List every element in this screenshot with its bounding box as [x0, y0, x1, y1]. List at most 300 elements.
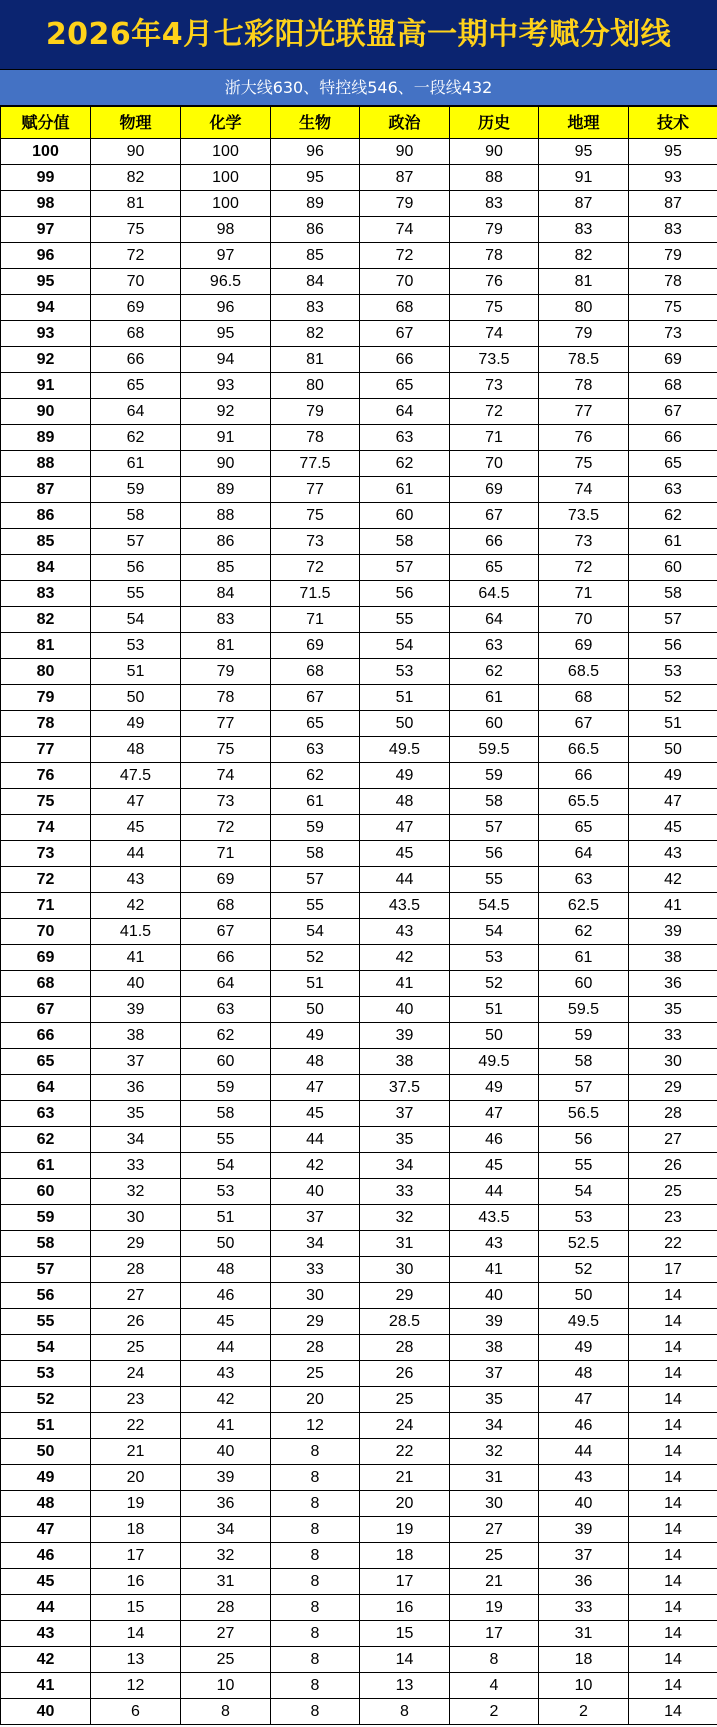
- raw-score-cell: 63: [629, 477, 717, 503]
- raw-score-cell: 32: [91, 1179, 181, 1205]
- raw-score-cell: 14: [629, 1283, 717, 1309]
- raw-score-cell: 44: [181, 1335, 271, 1361]
- score-value-cell: 60: [1, 1179, 91, 1205]
- raw-score-cell: 22: [91, 1413, 181, 1439]
- raw-score-cell: 51: [271, 971, 360, 997]
- raw-score-cell: 66: [539, 763, 629, 789]
- raw-score-cell: 88: [181, 503, 271, 529]
- raw-score-cell: 55: [181, 1127, 271, 1153]
- raw-score-cell: 38: [360, 1049, 450, 1075]
- raw-score-cell: 84: [181, 581, 271, 607]
- raw-score-cell: 37: [450, 1361, 539, 1387]
- table-row: [1, 295, 717, 321]
- raw-score-cell: 56.5: [539, 1101, 629, 1127]
- raw-score-cell: 76: [450, 269, 539, 295]
- raw-score-cell: 42: [91, 893, 181, 919]
- raw-score-cell: 8: [360, 1699, 450, 1725]
- score-value-cell: 43: [1, 1621, 91, 1647]
- raw-score-cell: 56: [450, 841, 539, 867]
- score-value-cell: 70: [1, 919, 91, 945]
- raw-score-cell: 30: [450, 1491, 539, 1517]
- raw-score-cell: 49: [450, 1075, 539, 1101]
- table-row: [1, 217, 717, 243]
- raw-score-cell: 47: [629, 789, 717, 815]
- score-value-cell: 100: [1, 139, 91, 165]
- score-value-cell: 73: [1, 841, 91, 867]
- raw-score-cell: 20: [271, 1387, 360, 1413]
- raw-score-cell: 38: [629, 945, 717, 971]
- raw-score-cell: 100: [181, 191, 271, 217]
- raw-score-cell: 14: [629, 1543, 717, 1569]
- raw-score-cell: 13: [360, 1673, 450, 1699]
- raw-score-cell: 79: [629, 243, 717, 269]
- raw-score-cell: 69: [91, 295, 181, 321]
- raw-score-cell: 45: [450, 1153, 539, 1179]
- raw-score-cell: 66: [360, 347, 450, 373]
- raw-score-cell: 44: [450, 1179, 539, 1205]
- raw-score-cell: 45: [360, 841, 450, 867]
- raw-score-cell: 14: [629, 1595, 717, 1621]
- raw-score-cell: 65: [629, 451, 717, 477]
- raw-score-cell: 6: [91, 1699, 181, 1725]
- raw-score-cell: 24: [91, 1361, 181, 1387]
- score-value-cell: 71: [1, 893, 91, 919]
- raw-score-cell: 75: [450, 295, 539, 321]
- raw-score-cell: 58: [450, 789, 539, 815]
- raw-score-cell: 75: [271, 503, 360, 529]
- score-value-cell: 93: [1, 321, 91, 347]
- raw-score-cell: 73: [629, 321, 717, 347]
- raw-score-cell: 29: [271, 1309, 360, 1335]
- raw-score-cell: 59: [181, 1075, 271, 1101]
- table-row: [1, 477, 717, 503]
- raw-score-cell: 64: [91, 399, 181, 425]
- raw-score-cell: 59.5: [539, 997, 629, 1023]
- table-body: [1, 139, 717, 1725]
- table-row: [1, 711, 717, 737]
- raw-score-cell: 39: [360, 1023, 450, 1049]
- raw-score-cell: 8: [181, 1699, 271, 1725]
- raw-score-cell: 74: [450, 321, 539, 347]
- score-value-cell: 80: [1, 659, 91, 685]
- raw-score-cell: 77: [181, 711, 271, 737]
- raw-score-cell: 95: [271, 165, 360, 191]
- raw-score-cell: 19: [91, 1491, 181, 1517]
- table-row: [1, 763, 717, 789]
- raw-score-cell: 83: [181, 607, 271, 633]
- raw-score-cell: 78.5: [539, 347, 629, 373]
- raw-score-cell: 75: [181, 737, 271, 763]
- score-value-cell: 86: [1, 503, 91, 529]
- raw-score-cell: 68.5: [539, 659, 629, 685]
- raw-score-cell: 63: [360, 425, 450, 451]
- raw-score-cell: 50: [360, 711, 450, 737]
- raw-score-cell: 52: [539, 1257, 629, 1283]
- raw-score-cell: 96.5: [181, 269, 271, 295]
- raw-score-cell: 95: [629, 139, 717, 165]
- raw-score-cell: 83: [271, 295, 360, 321]
- raw-score-cell: 54: [91, 607, 181, 633]
- raw-score-cell: 61: [271, 789, 360, 815]
- raw-score-cell: 18: [539, 1647, 629, 1673]
- raw-score-cell: 64: [539, 841, 629, 867]
- raw-score-cell: 60: [450, 711, 539, 737]
- raw-score-cell: 53: [360, 659, 450, 685]
- raw-score-cell: 95: [539, 139, 629, 165]
- raw-score-cell: 36: [539, 1569, 629, 1595]
- table-row: [1, 191, 717, 217]
- raw-score-cell: 61: [360, 477, 450, 503]
- raw-score-cell: 82: [91, 165, 181, 191]
- raw-score-cell: 53: [450, 945, 539, 971]
- score-value-cell: 47: [1, 1517, 91, 1543]
- raw-score-cell: 19: [450, 1595, 539, 1621]
- raw-score-cell: 15: [360, 1621, 450, 1647]
- raw-score-cell: 49: [629, 763, 717, 789]
- table-row: [1, 373, 717, 399]
- table-row: [1, 1491, 717, 1517]
- raw-score-cell: 43: [360, 919, 450, 945]
- table-row: [1, 633, 717, 659]
- score-value-cell: 56: [1, 1283, 91, 1309]
- score-value-cell: 87: [1, 477, 91, 503]
- raw-score-cell: 47.5: [91, 763, 181, 789]
- raw-score-cell: 14: [629, 1361, 717, 1387]
- raw-score-cell: 14: [91, 1621, 181, 1647]
- raw-score-cell: 58: [539, 1049, 629, 1075]
- table-row: [1, 347, 717, 373]
- raw-score-cell: 77: [271, 477, 360, 503]
- raw-score-cell: 21: [450, 1569, 539, 1595]
- table-row: [1, 1413, 717, 1439]
- score-value-cell: 44: [1, 1595, 91, 1621]
- raw-score-cell: 74: [539, 477, 629, 503]
- raw-score-cell: 60: [360, 503, 450, 529]
- raw-score-cell: 73: [450, 373, 539, 399]
- raw-score-cell: 62: [539, 919, 629, 945]
- raw-score-cell: 28: [181, 1595, 271, 1621]
- raw-score-cell: 51: [181, 1205, 271, 1231]
- raw-score-cell: 69: [539, 633, 629, 659]
- raw-score-cell: 63: [450, 633, 539, 659]
- raw-score-cell: 8: [450, 1647, 539, 1673]
- raw-score-cell: 52: [450, 971, 539, 997]
- raw-score-cell: 40: [360, 997, 450, 1023]
- raw-score-cell: 80: [539, 295, 629, 321]
- table-row: [1, 659, 717, 685]
- raw-score-cell: 14: [629, 1491, 717, 1517]
- raw-score-cell: 81: [271, 347, 360, 373]
- raw-score-cell: 85: [181, 555, 271, 581]
- raw-score-cell: 33: [539, 1595, 629, 1621]
- raw-score-cell: 14: [629, 1465, 717, 1491]
- raw-score-cell: 41: [629, 893, 717, 919]
- raw-score-cell: 33: [629, 1023, 717, 1049]
- raw-score-cell: 72: [91, 243, 181, 269]
- raw-score-cell: 52: [271, 945, 360, 971]
- raw-score-cell: 54: [450, 919, 539, 945]
- raw-score-cell: 8: [271, 1465, 360, 1491]
- raw-score-cell: 67: [271, 685, 360, 711]
- raw-score-cell: 42: [181, 1387, 271, 1413]
- raw-score-cell: 71: [450, 425, 539, 451]
- raw-score-cell: 8: [271, 1517, 360, 1543]
- raw-score-cell: 18: [360, 1543, 450, 1569]
- score-value-cell: 76: [1, 763, 91, 789]
- raw-score-cell: 87: [629, 191, 717, 217]
- raw-score-cell: 25: [360, 1387, 450, 1413]
- raw-score-cell: 31: [360, 1231, 450, 1257]
- raw-score-cell: 73: [539, 529, 629, 555]
- raw-score-cell: 91: [181, 425, 271, 451]
- raw-score-cell: 37: [539, 1543, 629, 1569]
- raw-score-cell: 68: [271, 659, 360, 685]
- raw-score-cell: 61: [91, 451, 181, 477]
- raw-score-cell: 70: [539, 607, 629, 633]
- raw-score-cell: 44: [360, 867, 450, 893]
- raw-score-cell: 79: [450, 217, 539, 243]
- raw-score-cell: 8: [271, 1621, 360, 1647]
- raw-score-cell: 8: [271, 1491, 360, 1517]
- table-row: [1, 1283, 717, 1309]
- raw-score-cell: 59.5: [450, 737, 539, 763]
- raw-score-cell: 67: [360, 321, 450, 347]
- raw-score-cell: 56: [91, 555, 181, 581]
- raw-score-cell: 44: [91, 841, 181, 867]
- score-value-cell: 81: [1, 633, 91, 659]
- raw-score-cell: 14: [629, 1413, 717, 1439]
- raw-score-cell: 75: [629, 295, 717, 321]
- raw-score-cell: 50: [539, 1283, 629, 1309]
- raw-score-cell: 36: [629, 971, 717, 997]
- raw-score-cell: 57: [360, 555, 450, 581]
- table-row: [1, 1205, 717, 1231]
- raw-score-cell: 85: [271, 243, 360, 269]
- raw-score-cell: 77.5: [271, 451, 360, 477]
- raw-score-cell: 47: [450, 1101, 539, 1127]
- raw-score-cell: 83: [629, 217, 717, 243]
- raw-score-cell: 56: [539, 1127, 629, 1153]
- score-value-cell: 42: [1, 1647, 91, 1673]
- raw-score-cell: 57: [539, 1075, 629, 1101]
- raw-score-cell: 20: [91, 1465, 181, 1491]
- table-row: [1, 1517, 717, 1543]
- raw-score-cell: 40: [91, 971, 181, 997]
- raw-score-cell: 41.5: [91, 919, 181, 945]
- raw-score-cell: 35: [450, 1387, 539, 1413]
- table-row: [1, 1179, 717, 1205]
- raw-score-cell: 100: [181, 165, 271, 191]
- raw-score-cell: 71: [181, 841, 271, 867]
- score-value-cell: 84: [1, 555, 91, 581]
- table-row: [1, 1673, 717, 1699]
- score-value-cell: 97: [1, 217, 91, 243]
- raw-score-cell: 51: [91, 659, 181, 685]
- raw-score-cell: 40: [181, 1439, 271, 1465]
- raw-score-cell: 57: [450, 815, 539, 841]
- raw-score-cell: 37: [271, 1205, 360, 1231]
- raw-score-cell: 54: [271, 919, 360, 945]
- raw-score-cell: 49: [539, 1335, 629, 1361]
- raw-score-cell: 69: [271, 633, 360, 659]
- raw-score-cell: 71: [271, 607, 360, 633]
- score-value-cell: 65: [1, 1049, 91, 1075]
- raw-score-cell: 39: [450, 1309, 539, 1335]
- raw-score-cell: 30: [360, 1257, 450, 1283]
- raw-score-cell: 34: [360, 1153, 450, 1179]
- page-title: 2026年4月七彩阳光联盟高一期中考赋分划线: [0, 0, 717, 70]
- raw-score-cell: 72: [360, 243, 450, 269]
- raw-score-cell: 45: [181, 1309, 271, 1335]
- score-value-cell: 75: [1, 789, 91, 815]
- raw-score-cell: 60: [629, 555, 717, 581]
- table-row: [1, 1101, 717, 1127]
- table-row: [1, 1543, 717, 1569]
- table-row: [1, 399, 717, 425]
- score-value-cell: 59: [1, 1205, 91, 1231]
- raw-score-cell: 28: [629, 1101, 717, 1127]
- raw-score-cell: 78: [271, 425, 360, 451]
- score-value-cell: 62: [1, 1127, 91, 1153]
- raw-score-cell: 49: [360, 763, 450, 789]
- raw-score-cell: 25: [91, 1335, 181, 1361]
- raw-score-cell: 59: [91, 477, 181, 503]
- raw-score-cell: 36: [91, 1075, 181, 1101]
- table-row: [1, 503, 717, 529]
- raw-score-cell: 78: [539, 373, 629, 399]
- raw-score-cell: 50: [271, 997, 360, 1023]
- raw-score-cell: 58: [91, 503, 181, 529]
- raw-score-cell: 34: [450, 1413, 539, 1439]
- raw-score-cell: 79: [539, 321, 629, 347]
- raw-score-cell: 96: [181, 295, 271, 321]
- raw-score-cell: 4: [450, 1673, 539, 1699]
- raw-score-cell: 27: [450, 1517, 539, 1543]
- raw-score-cell: 43.5: [450, 1205, 539, 1231]
- raw-score-cell: 62: [91, 425, 181, 451]
- raw-score-cell: 33: [360, 1179, 450, 1205]
- raw-score-cell: 29: [360, 1283, 450, 1309]
- raw-score-cell: 46: [539, 1413, 629, 1439]
- raw-score-cell: 47: [271, 1075, 360, 1101]
- raw-score-cell: 87: [539, 191, 629, 217]
- raw-score-cell: 28: [91, 1257, 181, 1283]
- raw-score-cell: 83: [450, 191, 539, 217]
- table-row: [1, 1465, 717, 1491]
- raw-score-cell: 58: [181, 1101, 271, 1127]
- raw-score-cell: 18: [91, 1517, 181, 1543]
- table-header-row: [1, 107, 717, 139]
- table-row: [1, 451, 717, 477]
- header-chemistry: 化学: [181, 107, 271, 139]
- score-value-cell: 64: [1, 1075, 91, 1101]
- raw-score-cell: 22: [629, 1231, 717, 1257]
- raw-score-cell: 40: [539, 1491, 629, 1517]
- raw-score-cell: 57: [271, 867, 360, 893]
- raw-score-cell: 70: [450, 451, 539, 477]
- raw-score-cell: 61: [629, 529, 717, 555]
- raw-score-cell: 49.5: [360, 737, 450, 763]
- score-value-cell: 53: [1, 1361, 91, 1387]
- raw-score-cell: 39: [629, 919, 717, 945]
- raw-score-cell: 39: [91, 997, 181, 1023]
- raw-score-cell: 8: [271, 1543, 360, 1569]
- raw-score-cell: 14: [360, 1647, 450, 1673]
- raw-score-cell: 90: [360, 139, 450, 165]
- raw-score-cell: 71: [539, 581, 629, 607]
- raw-score-cell: 42: [360, 945, 450, 971]
- score-value-cell: 67: [1, 997, 91, 1023]
- table-row: [1, 1569, 717, 1595]
- raw-score-cell: 17: [629, 1257, 717, 1283]
- raw-score-cell: 25: [271, 1361, 360, 1387]
- raw-score-cell: 79: [181, 659, 271, 685]
- table-row: [1, 789, 717, 815]
- raw-score-cell: 43: [539, 1465, 629, 1491]
- raw-score-cell: 26: [629, 1153, 717, 1179]
- raw-score-cell: 49.5: [539, 1309, 629, 1335]
- raw-score-cell: 41: [181, 1413, 271, 1439]
- raw-score-cell: 8: [271, 1569, 360, 1595]
- raw-score-cell: 66: [91, 347, 181, 373]
- header-history: 历史: [450, 107, 539, 139]
- table-row: [1, 1127, 717, 1153]
- raw-score-cell: 96: [271, 139, 360, 165]
- raw-score-cell: 74: [360, 217, 450, 243]
- raw-score-cell: 66.5: [539, 737, 629, 763]
- raw-score-cell: 71.5: [271, 581, 360, 607]
- raw-score-cell: 47: [91, 789, 181, 815]
- table-row: [1, 1387, 717, 1413]
- table-row: [1, 1335, 717, 1361]
- raw-score-cell: 37: [91, 1049, 181, 1075]
- raw-score-cell: 40: [271, 1179, 360, 1205]
- raw-score-cell: 76: [539, 425, 629, 451]
- raw-score-cell: 79: [360, 191, 450, 217]
- score-value-cell: 50: [1, 1439, 91, 1465]
- raw-score-cell: 40: [450, 1283, 539, 1309]
- raw-score-cell: 59: [450, 763, 539, 789]
- table-row: [1, 867, 717, 893]
- score-value-cell: 74: [1, 815, 91, 841]
- table-row: [1, 581, 717, 607]
- raw-score-cell: 72: [539, 555, 629, 581]
- raw-score-cell: 81: [539, 269, 629, 295]
- raw-score-cell: 48: [181, 1257, 271, 1283]
- raw-score-cell: 28: [360, 1335, 450, 1361]
- raw-score-cell: 32: [450, 1439, 539, 1465]
- raw-score-cell: 63: [271, 737, 360, 763]
- score-value-cell: 83: [1, 581, 91, 607]
- score-value-cell: 45: [1, 1569, 91, 1595]
- score-value-cell: 98: [1, 191, 91, 217]
- raw-score-cell: 58: [629, 581, 717, 607]
- raw-score-cell: 43: [629, 841, 717, 867]
- raw-score-cell: 92: [181, 399, 271, 425]
- raw-score-cell: 12: [271, 1413, 360, 1439]
- raw-score-cell: 67: [181, 919, 271, 945]
- raw-score-cell: 33: [91, 1153, 181, 1179]
- raw-score-cell: 68: [539, 685, 629, 711]
- score-value-cell: 51: [1, 1413, 91, 1439]
- table-row: [1, 1699, 717, 1725]
- raw-score-cell: 48: [360, 789, 450, 815]
- score-value-cell: 63: [1, 1101, 91, 1127]
- raw-score-cell: 39: [539, 1517, 629, 1543]
- score-value-cell: 72: [1, 867, 91, 893]
- raw-score-cell: 90: [181, 451, 271, 477]
- raw-score-cell: 66: [629, 425, 717, 451]
